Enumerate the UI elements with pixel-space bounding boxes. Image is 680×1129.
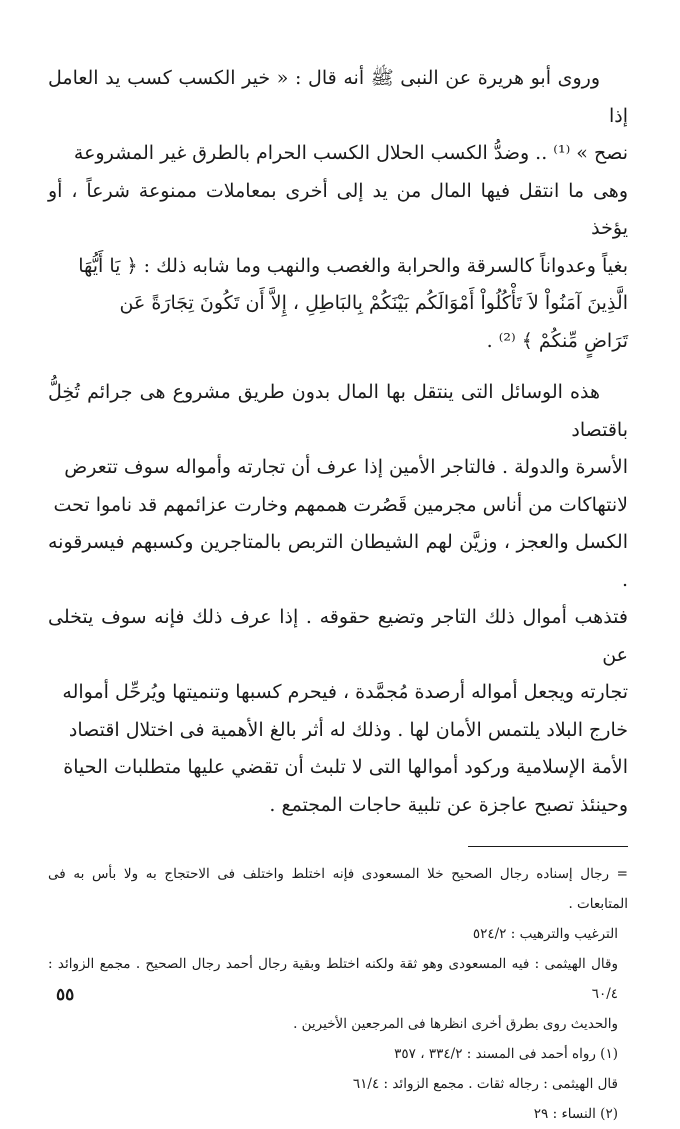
paragraph-1-line-2: نصح » ⁽¹⁾ .. وضدُّ الكسب الحلال الكسب الحرام بالطرق غير المشروعة bbox=[73, 142, 628, 164]
footnote-separator bbox=[468, 846, 628, 847]
footnote-source-targhib: الترغيب والترهيب : ٥٢٤/٢ bbox=[472, 926, 618, 942]
page-number: ٥٥ bbox=[56, 985, 75, 1005]
paragraph-1-line-1: وروى أبو هريرة عن النبى ﷺ أنه قال : « خير الكسب كسب يد العامل إذا bbox=[48, 67, 628, 127]
paragraph-2-line-4: الكسل والعجز ، وزيَّن لهم الشيطان التربص بالمتاجرين وكسبهم فيسرقونه . bbox=[48, 531, 628, 591]
paragraph-1-line-4: بغياً وعدواناً كالسرقة والحرابة والغصب والنهب وما شابه ذلك : ﴿ يَا أَيُّهَا bbox=[78, 254, 628, 277]
footnote-continuation: = رجال إسناده رجال الصحيح خلا المسعودى فإنه اختلط واختلف فى الاحتجاج به ولا بأس به فى المتابعات . bbox=[48, 866, 628, 912]
paragraph-1 bbox=[48, 60, 628, 360]
footnotes bbox=[48, 859, 628, 1129]
footnote-2: (٢) النساء : ٢٩ bbox=[533, 1106, 618, 1122]
paragraph-2-line-6: تجارته ويجعل أمواله أرصدة مُجمَّدة ، فيحرم كسبها وتنميتها ويُرحِّل أمواله bbox=[62, 681, 628, 703]
footnote-other-routes: والحديث روى بطرق أخرى انظرها فى المرجعين الأخيرين . bbox=[293, 1016, 618, 1032]
paragraph-2-line-3: لانتهاكات من أناس مجرمين قَصُرت هممهم وخارت عزائمهم قد ناموا تحت bbox=[53, 493, 628, 516]
footnote-1: (١) رواه أحمد فى المسند : ٣٣٤/٢ ، ٣٥٧ bbox=[394, 1046, 618, 1062]
quran-verse-line-2: تَرَاضٍ مِّنكُمْ ﴾ ⁽²⁾ . bbox=[486, 329, 628, 352]
main-text bbox=[48, 60, 628, 824]
quran-verse-line-1: الَّذِينَ آمَنُواْ لاَ تَأْكُلُواْ أَمْوَالَكُم بَيْنَكُمْ بِالبَاطِلِ ، إِلاَّ أَن تَكُونَ تِجَارَةً عَن bbox=[119, 292, 628, 314]
footnote-haythami-1: وقال الهيثمى : فيه المسعودى وهو ثقة ولكنه اختلط وبقية رجال أحمد رجال الصحيح . مجمع الزوائد : ٦٠/٤ bbox=[48, 956, 618, 1002]
paragraph-2-line-1: هذه الوسائل التى ينتقل بها المال بدون طريق مشروع هى جرائم تُخِلُّ باقتصاد bbox=[48, 381, 628, 441]
paragraph-2 bbox=[48, 374, 628, 824]
page bbox=[48, 60, 628, 1129]
paragraph-2-line-2: الأسرة والدولة . فالتاجر الأمين إذا عرف أن تجارته وأمواله سوف تتعرض bbox=[64, 456, 628, 478]
paragraph-2-line-9: وحينئذ تصبح عاجزة عن تلبية حاجات المجتمع . bbox=[269, 793, 628, 816]
paragraph-2-line-5: فتذهب أموال ذلك التاجر وتضيع حقوقه . إذا عرف ذلك فإنه سوف يتخلى عن bbox=[48, 606, 628, 666]
footnote-haythami-2: قال الهيثمى : رجاله ثقات . مجمع الزوائد : ٦١/٤ bbox=[352, 1076, 618, 1092]
paragraph-1-line-3: وهى ما انتقل فيها المال من يد إلى أخرى بمعاملات ممنوعة شرعاً ، أو يؤخذ bbox=[48, 179, 628, 239]
paragraph-2-line-8: الأمة الإسلامية وركود أموالها التى لا تلبث أن تقضي عليها متطلبات الحياة bbox=[63, 756, 628, 778]
paragraph-2-line-7: خارج البلاد يلتمس الأمان لها . وذلك له أثر بالغ الأهمية فى اختلال اقتصاد bbox=[68, 718, 628, 741]
